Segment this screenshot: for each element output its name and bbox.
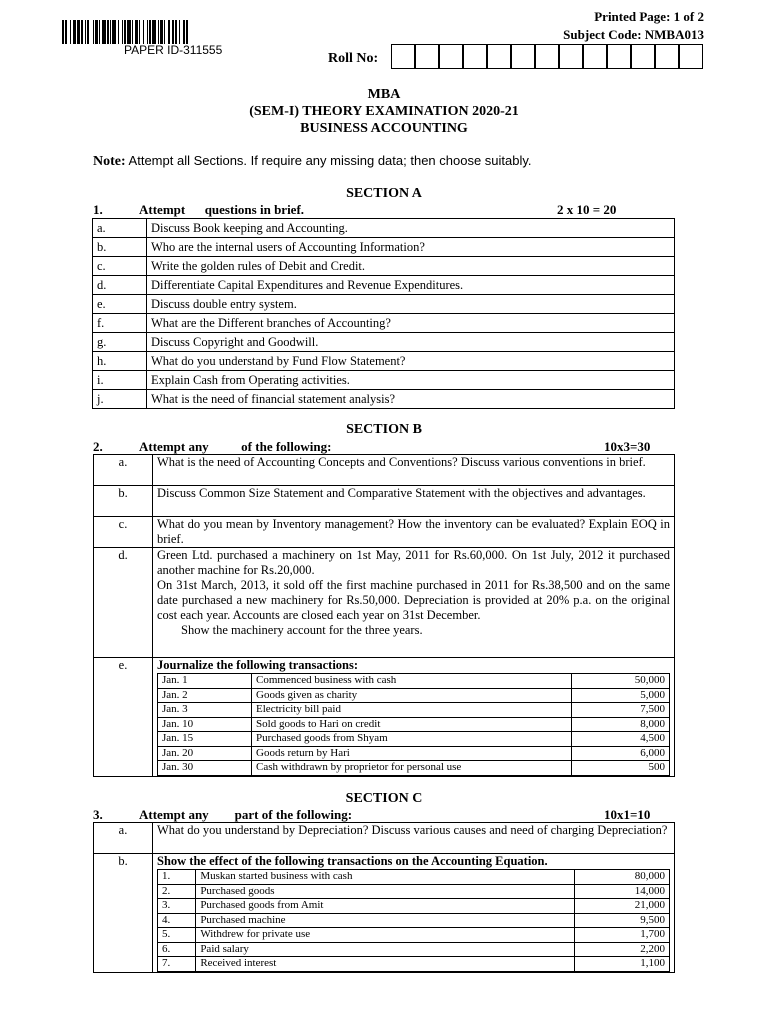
paper-id: PAPER ID-311555 bbox=[124, 43, 223, 57]
journal-row bbox=[158, 703, 670, 718]
equation-amount: 2,200 bbox=[574, 942, 669, 957]
journal-row bbox=[158, 732, 670, 747]
q3-b-heading: Show the effect of the following transactions on the Accounting Equation. bbox=[157, 854, 548, 868]
q1-question: What do you understand by Fund Flow Statement? bbox=[147, 352, 675, 371]
q1-key: i. bbox=[93, 371, 147, 390]
journal-date: Jan. 3 bbox=[158, 703, 252, 718]
roll-digit-box[interactable] bbox=[559, 44, 583, 69]
roll-digit-box[interactable] bbox=[679, 44, 703, 69]
q1-key: f. bbox=[93, 314, 147, 333]
equation-description: Purchased goods from Amit bbox=[196, 899, 574, 914]
q3-instruction: Attempt any part of the following: bbox=[139, 807, 353, 822]
equation-row bbox=[158, 899, 670, 914]
equation-amount: 14,000 bbox=[574, 884, 669, 899]
equation-description: Purchased machine bbox=[196, 913, 574, 928]
q1-question: Who are the internal users of Accounting Information? bbox=[147, 238, 675, 257]
journal-description: Electricity bill paid bbox=[252, 703, 572, 718]
note-text: Attempt all Sections. If require any missing data; then choose suitably. bbox=[125, 153, 532, 168]
q1-question: What is the need of financial statement analysis? bbox=[147, 390, 675, 409]
equation-amount: 9,500 bbox=[574, 913, 669, 928]
equation-description: Muskan started business with cash bbox=[196, 870, 574, 885]
q2-row-e bbox=[94, 658, 675, 777]
q1-question: Discuss double entry system. bbox=[147, 295, 675, 314]
journal-row bbox=[158, 746, 670, 761]
q1-marks: 2 x 10 = 20 bbox=[557, 202, 617, 217]
q1-row bbox=[93, 314, 675, 333]
q1-key: j. bbox=[93, 390, 147, 409]
journal-row bbox=[158, 761, 670, 776]
journal-date: Jan. 30 bbox=[158, 761, 252, 776]
section-b-table bbox=[93, 454, 675, 777]
q1-key: h. bbox=[93, 352, 147, 371]
q1-row bbox=[93, 257, 675, 276]
q3-row-b bbox=[94, 854, 675, 973]
q2-number: 2. bbox=[93, 439, 103, 454]
journal-table bbox=[157, 673, 670, 776]
journal-description: Sold goods to Hari on credit bbox=[252, 717, 572, 732]
journal-amount: 50,000 bbox=[572, 674, 670, 689]
q3-number: 3. bbox=[93, 807, 103, 822]
equation-row bbox=[158, 884, 670, 899]
barcode bbox=[62, 20, 291, 44]
q1-key: c. bbox=[93, 257, 147, 276]
q1-row bbox=[93, 371, 675, 390]
roll-digit-box[interactable] bbox=[655, 44, 679, 69]
equation-description: Paid salary bbox=[196, 942, 574, 957]
journal-description: Commenced business with cash bbox=[252, 674, 572, 689]
q2-key-b: b. bbox=[94, 486, 153, 517]
roll-digit-box[interactable] bbox=[511, 44, 535, 69]
q2-row-c bbox=[94, 517, 675, 548]
roll-digit-box[interactable] bbox=[415, 44, 439, 69]
roll-digit-box[interactable] bbox=[631, 44, 655, 69]
section-b-heading: SECTION B bbox=[346, 422, 422, 437]
roll-digit-box[interactable] bbox=[583, 44, 607, 69]
journal-row bbox=[158, 717, 670, 732]
q1-row bbox=[93, 333, 675, 352]
journal-row bbox=[158, 674, 670, 689]
q2-row-d bbox=[94, 548, 675, 658]
q2-key-d: d. bbox=[94, 548, 153, 658]
q2-row-a bbox=[94, 455, 675, 486]
exam-title: (SEM-I) THEORY EXAMINATION 2020-21 bbox=[249, 104, 519, 119]
journal-description: Cash withdrawn by proprietor for personal use bbox=[252, 761, 572, 776]
roll-digit-box[interactable] bbox=[391, 44, 415, 69]
q2-key-e: e. bbox=[94, 658, 153, 777]
equation-table bbox=[157, 869, 670, 972]
q1-key: a. bbox=[93, 219, 147, 238]
q1-row bbox=[93, 276, 675, 295]
equation-row bbox=[158, 942, 670, 957]
q1-row bbox=[93, 295, 675, 314]
q3-marks: 10x1=10 bbox=[604, 807, 651, 822]
q3-key-b: b. bbox=[94, 854, 153, 973]
equation-number: 5. bbox=[158, 928, 196, 943]
journal-row bbox=[158, 688, 670, 703]
journal-description: Goods return by Hari bbox=[252, 746, 572, 761]
section-a-heading: SECTION A bbox=[346, 186, 422, 201]
q1-question: Explain Cash from Operating activities. bbox=[147, 371, 675, 390]
journal-amount: 500 bbox=[572, 761, 670, 776]
journal-date: Jan. 10 bbox=[158, 717, 252, 732]
equation-amount: 21,000 bbox=[574, 899, 669, 914]
q2-key-a: a. bbox=[94, 455, 153, 486]
q1-row bbox=[93, 390, 675, 409]
equation-number: 1. bbox=[158, 870, 196, 885]
q1-key: d. bbox=[93, 276, 147, 295]
q1-key: b. bbox=[93, 238, 147, 257]
note bbox=[93, 153, 532, 170]
subject-code: Subject Code: NMBA013 bbox=[563, 27, 704, 42]
roll-digit-box[interactable] bbox=[607, 44, 631, 69]
q1-instruction: Attempt questions in brief. bbox=[139, 202, 305, 217]
q2-d-para3: Show the machinery account for the three years. bbox=[181, 623, 423, 637]
q1-question: Discuss Copyright and Goodwill. bbox=[147, 333, 675, 352]
q1-key: g. bbox=[93, 333, 147, 352]
equation-row bbox=[158, 928, 670, 943]
journal-amount: 7,500 bbox=[572, 703, 670, 718]
equation-number: 3. bbox=[158, 899, 196, 914]
roll-digit-box[interactable] bbox=[535, 44, 559, 69]
journal-date: Jan. 15 bbox=[158, 732, 252, 747]
q2-row-b bbox=[94, 486, 675, 517]
journal-amount: 8,000 bbox=[572, 717, 670, 732]
roll-label: Roll No: bbox=[328, 51, 379, 66]
section-c-table bbox=[93, 822, 675, 973]
q1-row bbox=[93, 219, 675, 238]
q2-marks: 10x3=30 bbox=[604, 439, 651, 454]
q2-e-heading: Journalize the following transactions: bbox=[157, 658, 359, 672]
q1-row bbox=[93, 238, 675, 257]
section-c-heading: SECTION C bbox=[345, 791, 423, 806]
journal-amount: 5,000 bbox=[572, 688, 670, 703]
journal-date: Jan. 20 bbox=[158, 746, 252, 761]
roll-digit-box[interactable] bbox=[487, 44, 511, 69]
equation-description: Received interest bbox=[196, 957, 574, 972]
roll-digit-box[interactable] bbox=[463, 44, 487, 69]
section-a-table bbox=[92, 218, 675, 409]
q2-key-c: c. bbox=[94, 517, 153, 548]
equation-description: Withdrew for private use bbox=[196, 928, 574, 943]
equation-number: 4. bbox=[158, 913, 196, 928]
q1-key: e. bbox=[93, 295, 147, 314]
equation-amount: 80,000 bbox=[574, 870, 669, 885]
q1-question: Write the golden rules of Debit and Credit. bbox=[147, 257, 675, 276]
equation-row bbox=[158, 913, 670, 928]
equation-amount: 1,100 bbox=[574, 957, 669, 972]
equation-number: 7. bbox=[158, 957, 196, 972]
journal-description: Purchased goods from Shyam bbox=[252, 732, 572, 747]
program-title: MBA bbox=[367, 87, 401, 102]
equation-row bbox=[158, 870, 670, 885]
journal-amount: 4,500 bbox=[572, 732, 670, 747]
q1-number: 1. bbox=[93, 202, 103, 217]
roll-digit-box[interactable] bbox=[439, 44, 463, 69]
q2-d-para1: Green Ltd. purchased a machinery on 1st May, 2011 for Rs.60,000. On 1st July, 2012 it purchased another machine for Rs.20,000. bbox=[157, 548, 670, 577]
journal-date: Jan. 2 bbox=[158, 688, 252, 703]
q3-text-a: What do you understand by Depreciation? Discuss various causes and need of charging Depreciation? bbox=[153, 823, 675, 854]
q1-question: What are the Different branches of Accounting? bbox=[147, 314, 675, 333]
q3-row-a bbox=[94, 823, 675, 854]
q2-d-para2: On 31st March, 2013, it sold off the first machine purchased in 2011 for Rs.38,500 and on the same date purchased a new machinery for Rs.50,000. Depreciation is provided at 20% p.a. on the original cost each year. Accounts are closed each year on 31st December. bbox=[157, 578, 670, 622]
note-label: Note: bbox=[93, 154, 126, 169]
journal-date: Jan. 1 bbox=[158, 674, 252, 689]
equation-row bbox=[158, 957, 670, 972]
equation-number: 2. bbox=[158, 884, 196, 899]
equation-number: 6. bbox=[158, 942, 196, 957]
q2-text-a: What is the need of Accounting Concepts and Conventions? Discuss various conventions in brief. bbox=[153, 455, 675, 486]
q3-key-a: a. bbox=[94, 823, 153, 854]
q1-question: Differentiate Capital Expenditures and Revenue Expenditures. bbox=[147, 276, 675, 295]
q2-text-c: What do you mean by Inventory management? How the inventory can be evaluated? Explain EOQ in brief. bbox=[153, 517, 675, 548]
q2-instruction: Attempt any of the following: bbox=[139, 439, 332, 454]
journal-description: Goods given as charity bbox=[252, 688, 572, 703]
subject-title: BUSINESS ACCOUNTING bbox=[300, 121, 468, 136]
q1-row bbox=[93, 352, 675, 371]
journal-amount: 6,000 bbox=[572, 746, 670, 761]
q2-text-b: Discuss Common Size Statement and Comparative Statement with the objectives and advantages. bbox=[153, 486, 675, 517]
equation-amount: 1,700 bbox=[574, 928, 669, 943]
q1-question: Discuss Book keeping and Accounting. bbox=[147, 219, 675, 238]
printed-page: Printed Page: 1 of 2 bbox=[594, 9, 704, 24]
equation-description: Purchased goods bbox=[196, 884, 574, 899]
